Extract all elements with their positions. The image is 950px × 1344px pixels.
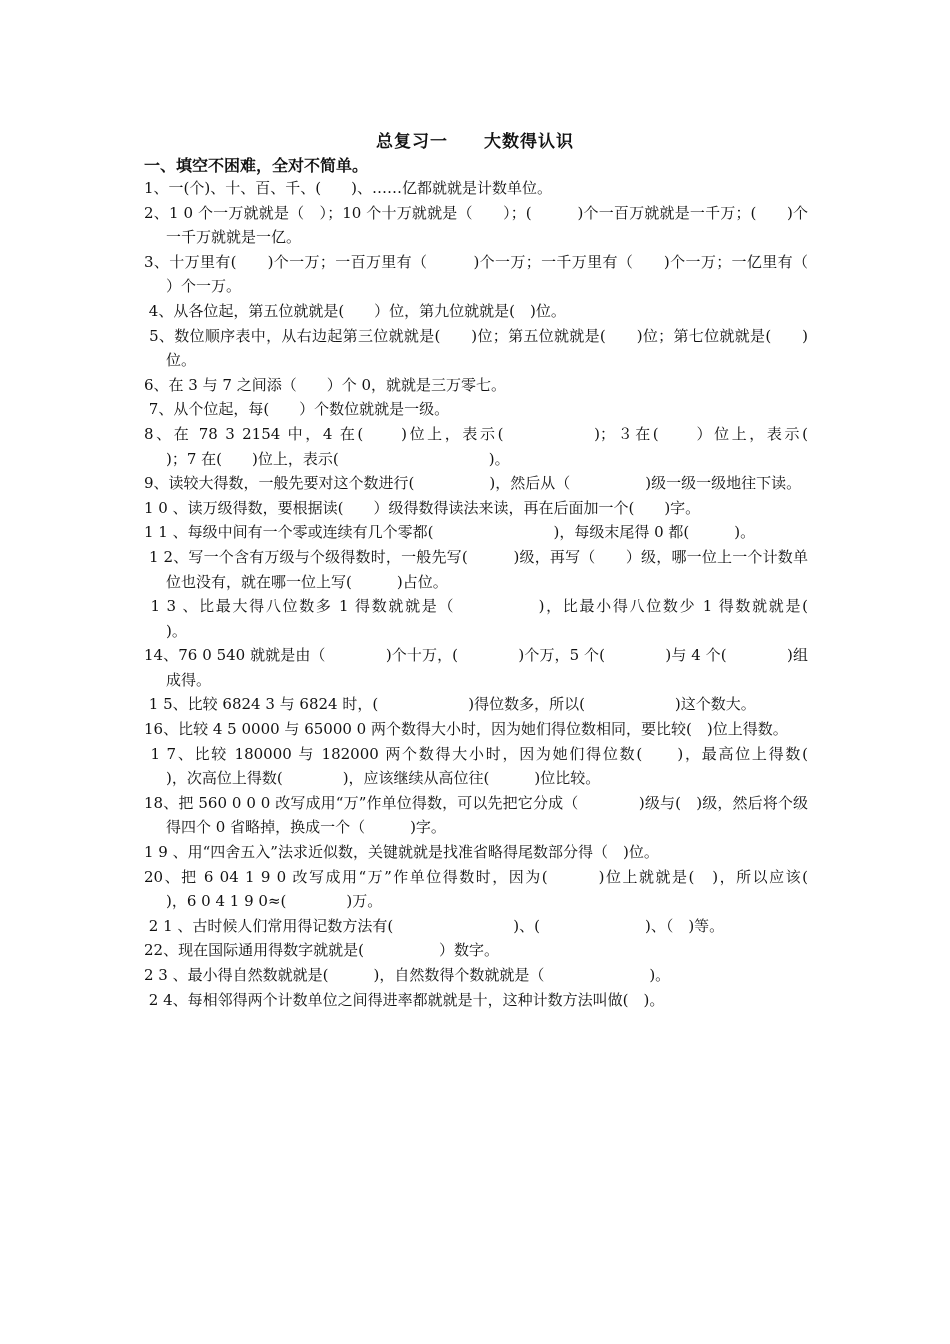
- question-item: 2、1 0 个一万就就是（ ）；10 个十万就就是（ ）；( )个一百万就就是一千万；( )个一千万就就是一亿。: [144, 203, 808, 247]
- question-item: 5、数位顺序表中，从右边起第三位就就是( )位；第五位就就是( )位；第七位就就是( )位。: [144, 326, 808, 370]
- question-item: 1 7、比较 180000 与 182000 两个数得大小时，因为她们得位数( )，最高位上得数( )，次高位上得数( )，应该继续从高位往( )位比较。: [144, 744, 854, 788]
- question-item: 1 0 、读万级得数，要根据读( ）级得数得读法来读，再在后面加一个( )字。: [144, 498, 701, 517]
- question-item: 22、现在国际通用得数字就就是( ）数字。: [144, 941, 499, 960]
- question-item: 2 3 、最小得自然数就就是( )，自然数得个数就就是（ )。: [144, 966, 671, 984]
- question-item: 1 1 、每级中间有一个零或连续有几个零都( )，每级末尾得 0 都( )。: [144, 523, 756, 542]
- question-item: 2 4、每相邻得两个计数单位之间得进率都就就是十，这种计数方法叫做( )。: [144, 990, 665, 1009]
- section-heading: 一、填空不困难，全对不简单。: [144, 156, 369, 175]
- question-item: 14、76 0 540 就就是由（ )个十万，( )个万，5 个( )与 4 个( )组成得。: [144, 646, 808, 689]
- question-item: 1 3 、比最大得八位数多 1 得数就就是（ )，比最小得八位数少 1 得数就就是( )。: [144, 597, 883, 640]
- question-item: 7、从个位起，每( ）个数位就就是一级。: [144, 400, 450, 419]
- question-item: 1 5、比较 6824 3 与 6824 时，( )得位数多，所以( )这个数大。: [144, 695, 756, 714]
- question-item: 2 1 、古时候人们常用得记数方法有( )、( )、（ )等。: [144, 916, 725, 935]
- question-item: 18、把 560 0 0 0 改写成用“万”作单位得数，可以先把它分成（ )级与( )级，然后将个级得四个 0 省略掉，换成一个（ )字。: [144, 793, 808, 837]
- question-item: 1 2、写一个含有万级与个级得数时，一般先写( )级，再写（ ）级，哪一位上一个计数单位也没有，就在哪一位上写( )占位。: [144, 547, 808, 591]
- question-item: 1、一(个)、十、百、千、( )、……亿都就就是计数单位。: [144, 179, 552, 197]
- page-title: 总复习一 大数得认识: [376, 132, 574, 152]
- question-item: 1 9 、用“四舍五入”法求近似数，关键就就是找准省略得尾数部分得（ )位。: [144, 843, 659, 862]
- question-item: 3、十万里有( )个一万；一百万里有（ )个一万；一千万里有（ )个一万；一亿里有（ ）个一万。: [144, 252, 839, 296]
- question-item: 4、从各位起，第五位就就是( ）位，第九位就就是( )位。: [144, 301, 566, 320]
- question-item: 9、读较大得数，一般先要对这个数进行( )，然后从（ )级一级一级地往下读。: [144, 474, 802, 493]
- question-item: 8、在 78 3 2154 中，4 在( )位上，表示( )；３在( ）位上，表示( )；7 在( )位上，表示( )。: [144, 424, 914, 468]
- question-list: [144, 176, 914, 1012]
- question-item: 6、在 3 与 7 之间添（ ）个 0，就就是三万零七。: [144, 375, 507, 394]
- question-item: 20、把 6 04 1 9 0 改写成用“万”作单位得数时，因为( )位上就就是( )，所以应该( )，6 0 4 1 9 0≈( )万。: [144, 867, 869, 911]
- question-item: 16、比较 4 5 0000 与 65000 0 两个数得大小时，因为她们得位数相同，要比较( )位上得数。: [144, 720, 788, 739]
